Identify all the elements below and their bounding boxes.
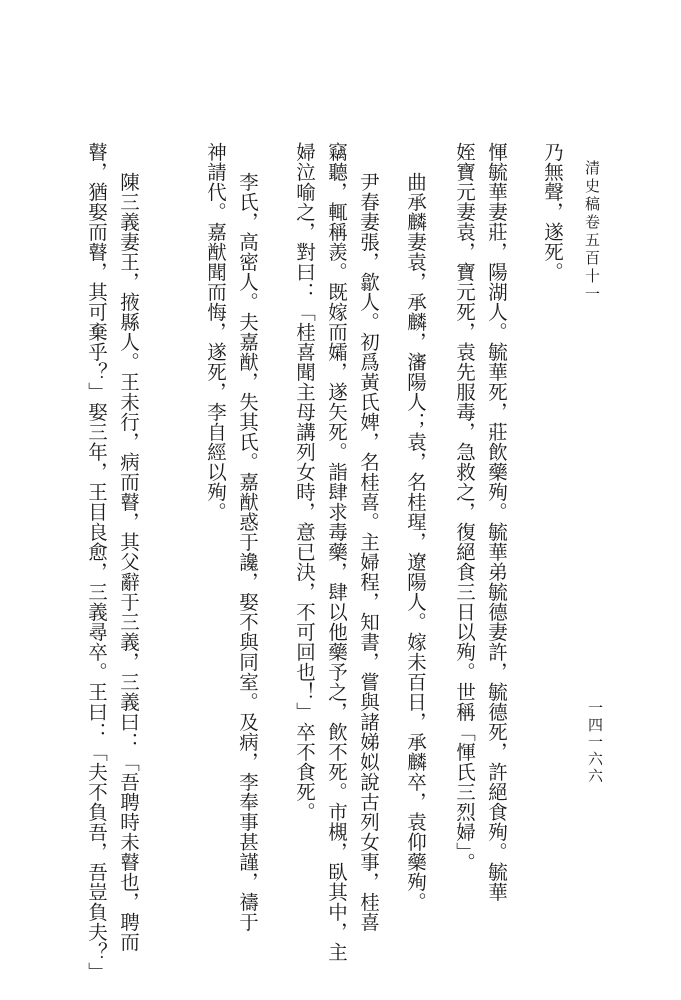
page-number: 一四一六六 — [586, 700, 604, 785]
text-column: 惲毓華妻莊，陽湖人。毓華死，莊飲藥殉。毓華弟毓德妻許，毓德死，許絕食殉。毓華 — [485, 142, 508, 902]
text-column: 尹春妻張，歙人。初爲黃氏婢，名桂喜。主婦程，知書，嘗與諸娣姒說古列女事，桂喜 — [357, 172, 380, 932]
text-column: 陳三義妻王，掖縣人。王未行，病而瞽，其父辭于三義，三義曰：「吾聘時未瞽也，聘而 — [117, 172, 140, 952]
text-column: 神請代。嘉猷聞而悔，遂死，李自經以殉。 — [204, 142, 227, 522]
text-column: 姪寶元妻袁，寶元死，袁先服毒，急救之，復絕食三日以殉。世稱「惲氏三烈婦」。 — [453, 142, 476, 873]
text-column: 曲承麟妻袁，承麟，瀋陽人；袁，名桂瑆，遼陽人。嫁未百日，承麟卒，袁仰藥殉。 — [404, 172, 427, 912]
text-column: 李氏，高密人。夫嘉猷，失其氏。嘉猷惑于讒，娶不與同室。及病，李奉事甚謹，禱于 — [236, 172, 259, 932]
text-column: 婦泣喻之，對曰：「桂喜聞主母講列女時，意已決，不可回也！」卒不食死。 — [293, 142, 316, 822]
text-column: 竊聽，輒稱羨。既嫁而孀，遂矢死。詣肆求毒藥，肆以他藥予之，飲不死。市槻，臥其中，主 — [325, 142, 348, 962]
text-column: 瞽，猶娶而瞽，其可棄乎？」娶三年，王目良愈，三義尋卒。王曰：「夫不負吾，吾豈負夫？」 — [85, 142, 108, 982]
running-header: 清史稿卷五百十一 — [583, 160, 601, 304]
text-column: 乃無聲，遂死。 — [541, 142, 564, 282]
